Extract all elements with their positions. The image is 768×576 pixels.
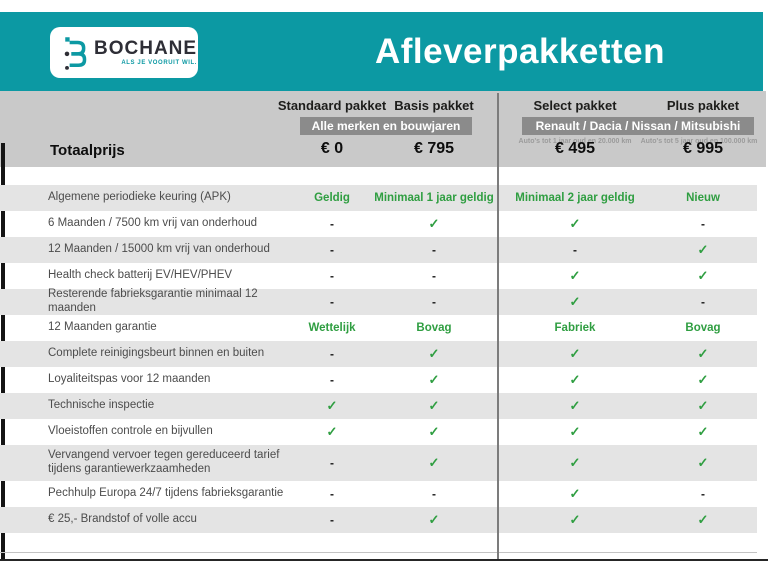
header-bar — [0, 12, 763, 91]
check-icon: ✓ — [428, 424, 440, 439]
column-header-plus: Plus pakket — [666, 98, 740, 113]
check-icon: ✓ — [569, 346, 581, 361]
condition-note-plus: Auto's tot 5 jaar oud en 100.000 km — [640, 138, 758, 145]
dash-mark: - — [330, 373, 334, 387]
cell-value-text: Minimaal 2 jaar geldig — [515, 192, 635, 204]
check-icon: ✓ — [326, 398, 338, 413]
check-icon: ✓ — [697, 455, 709, 470]
dash-mark: - — [432, 487, 436, 501]
table-row — [0, 315, 757, 341]
dash-mark: - — [330, 347, 334, 361]
row-label: Vloeistoffen controle en bijvullen — [48, 425, 213, 438]
dash-mark: - — [701, 217, 705, 231]
brand-group-badge-renault: Renault / Dacia / Nissan / Mitsubishi — [522, 117, 754, 135]
table-row — [0, 237, 757, 263]
dash-mark: - — [330, 243, 334, 257]
price-standaard: € 0 — [320, 140, 344, 157]
check-icon: ✓ — [569, 398, 581, 413]
check-icon: ✓ — [569, 372, 581, 387]
total-price-label: Totaalprijs — [50, 142, 125, 159]
table-row — [0, 481, 757, 507]
cell-value-text: Geldig — [314, 192, 350, 204]
cell-value-text: Nieuw — [686, 192, 720, 204]
price-basis: € 795 — [413, 140, 455, 157]
dash-mark: - — [330, 217, 334, 231]
row-label: 6 Maanden / 7500 km vrij van onderhoud — [48, 217, 258, 230]
dash-mark: - — [330, 487, 334, 501]
row-label: Technische inspectie — [48, 399, 155, 412]
check-icon: ✓ — [428, 216, 440, 231]
cell-value-text: Fabriek — [554, 322, 596, 334]
check-icon: ✓ — [569, 268, 581, 283]
check-icon: ✓ — [569, 512, 581, 527]
check-icon: ✓ — [326, 424, 338, 439]
cell-value-text: Bovag — [416, 322, 452, 334]
dash-mark: - — [573, 243, 577, 257]
row-label: 12 Maanden / 15000 km vrij van onderhoud — [48, 243, 270, 256]
bochane-logo — [50, 27, 198, 78]
check-icon: ✓ — [697, 398, 709, 413]
column-header-standaard: Standaard pakket — [277, 98, 387, 113]
row-label: Health check batterij EV/HEV/PHEV — [48, 269, 233, 282]
cell-value-text: Bovag — [685, 322, 721, 334]
condition-note-select: Auto's tot 1 jaar oud en 20.000 km — [518, 138, 632, 145]
row-label: Pechhulp Europa 24/7 tijdens fabrieksgarantie — [48, 487, 284, 500]
row-label: Loyaliteitspas voor 12 maanden — [48, 373, 211, 386]
table-row — [0, 419, 757, 445]
dash-mark: - — [432, 269, 436, 283]
logo-brand: BOCHANE — [94, 38, 198, 59]
logo-tagline: ALS JE VOORUIT WIL. — [121, 60, 198, 66]
table-row — [0, 211, 757, 237]
check-icon: ✓ — [569, 455, 581, 470]
check-icon: ✓ — [428, 346, 440, 361]
table-row — [0, 341, 757, 367]
table-row — [0, 367, 757, 393]
cell-value-text: Wettelijk — [308, 322, 356, 334]
cell-value-text: Minimaal 1 jaar geldig — [374, 192, 494, 204]
price-select: € 495 — [554, 140, 596, 157]
dash-mark: - — [701, 295, 705, 309]
dash-mark: - — [432, 243, 436, 257]
check-icon: ✓ — [428, 455, 440, 470]
logo-text — [94, 39, 197, 66]
dash-mark: - — [701, 487, 705, 501]
check-icon: ✓ — [697, 268, 709, 283]
check-icon: ✓ — [697, 512, 709, 527]
dash-mark: - — [330, 456, 334, 470]
dash-mark: - — [330, 295, 334, 309]
page-title: Afleverpakketten — [374, 32, 666, 71]
row-label: € 25,- Brandstof of volle accu — [48, 513, 197, 526]
row-label: Vervangend vervoer tegen gereduceerd tarief tijdens garantiewerkzaamheden — [48, 449, 280, 475]
dash-mark: - — [330, 269, 334, 283]
check-icon: ✓ — [428, 372, 440, 387]
price-plus: € 995 — [682, 140, 724, 157]
row-label: Algemene periodieke keuring (APK) — [48, 191, 231, 204]
row-label: Resterende fabrieksgarantie minimaal 12 maanden — [48, 288, 258, 314]
table-row — [0, 185, 757, 211]
pricing-band — [0, 91, 766, 167]
check-icon: ✓ — [428, 512, 440, 527]
table-row — [0, 507, 757, 533]
table-row — [0, 263, 757, 289]
dash-mark: - — [432, 295, 436, 309]
check-icon: ✓ — [569, 486, 581, 501]
row-label: 12 Maanden garantie — [48, 321, 157, 334]
row-label: Complete reinigingsbeurt binnen en buiten — [48, 347, 265, 360]
dash-mark: - — [330, 513, 334, 527]
check-icon: ✓ — [697, 424, 709, 439]
bottom-rule — [0, 559, 768, 561]
check-icon: ✓ — [569, 424, 581, 439]
check-icon: ✓ — [697, 372, 709, 387]
column-divider-line — [497, 93, 499, 560]
check-icon: ✓ — [569, 294, 581, 309]
comparison-table — [0, 185, 757, 533]
brand-group-badge-all: Alle merken en bouwjaren — [300, 117, 472, 135]
column-header-select: Select pakket — [533, 98, 617, 113]
check-icon: ✓ — [428, 398, 440, 413]
table-end-line — [0, 552, 757, 553]
bochane-logo-icon — [60, 35, 88, 71]
check-icon: ✓ — [697, 346, 709, 361]
table-row — [0, 445, 757, 481]
column-header-basis: Basis pakket — [394, 98, 474, 113]
check-icon: ✓ — [569, 216, 581, 231]
table-row — [0, 289, 757, 315]
check-icon: ✓ — [697, 242, 709, 257]
table-row — [0, 393, 757, 419]
